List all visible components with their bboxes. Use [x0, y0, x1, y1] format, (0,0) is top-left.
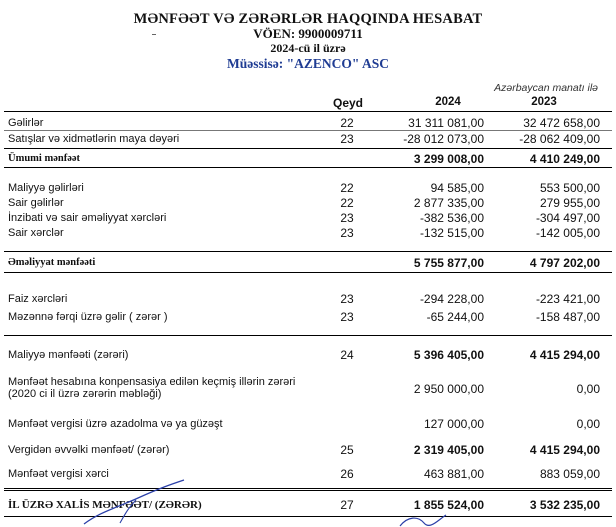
row-note: 23 [340, 292, 354, 306]
row-note: 22 [340, 181, 354, 195]
row-note: 22 [340, 116, 354, 130]
row-note: 23 [340, 226, 354, 240]
row-value-2024: -132 515,00 [419, 226, 484, 240]
row-divider [4, 272, 612, 273]
signature-mark-left [80, 478, 190, 527]
row-value-2024: 31 311 081,00 [408, 116, 484, 130]
row-value-2024: 2 319 405,00 [413, 443, 484, 457]
report-period: 2024-cü il üzrə [270, 41, 346, 55]
row-divider [4, 130, 612, 131]
row-label: Sair gəlirlər [8, 197, 64, 209]
row-label: Mənfəət hesabına konpensasiya edilən keçmiş illərin zərəri (2020 ci il üzrə zərərin məbləği) [8, 376, 296, 400]
column-header-note: Qeyd [332, 96, 363, 110]
row-value-2023: 4 410 249,00 [529, 152, 600, 166]
row-value-2023: 4 415 294,00 [529, 443, 600, 457]
row-value-2024: 5 755 877,00 [413, 256, 484, 270]
row-value-2023: 0,00 [576, 382, 600, 396]
row-label: Ümumi mənfəət [8, 153, 81, 164]
row-label: Maliyyə mənfəəti (zərəri) [8, 349, 129, 361]
row-value-2023: 4 797 202,00 [529, 256, 600, 270]
row-label: İnzibati və sair əməliyyat xərcləri [8, 212, 167, 224]
row-value-2024: 1 855 524,00 [413, 498, 484, 512]
row-value-2023: -304 497,00 [535, 211, 600, 225]
row-note: 26 [340, 467, 354, 481]
row-divider [4, 335, 612, 336]
tax-id: VÖEN: 9900009711 [253, 26, 363, 41]
row-note: 24 [340, 348, 354, 362]
row-label: Əməliyyat mənfəəti [8, 257, 96, 268]
row-value-2023: 3 532 235,00 [529, 498, 600, 512]
entity-name: Müəssisə: "AZENCO" ASC [227, 56, 389, 71]
column-header-2023: 2023 [531, 96, 557, 108]
row-note: 25 [340, 443, 354, 457]
row-note: 23 [340, 211, 354, 225]
row-value-2024: 3 299 008,00 [413, 152, 484, 166]
row-divider [4, 148, 612, 149]
row-value-2023: -28 062 409,00 [519, 132, 600, 146]
row-label: Mənfəət vergisi xərci [8, 468, 109, 480]
row-divider [4, 251, 612, 252]
row-value-2024: -294 228,00 [419, 292, 484, 306]
row-label: Mənfəət vergisi üzrə azadolma və ya güzəşt [8, 418, 223, 430]
row-value-2024: 463 881,00 [423, 467, 484, 481]
row-value-2023: -158 487,00 [535, 310, 600, 324]
row-label: İL ÜZRƏ XALİS MƏNFƏƏT/ (ZƏRƏR) [8, 499, 202, 511]
row-value-2024: 127 000,00 [423, 417, 484, 431]
report-title: MƏNFƏƏT VƏ ZƏRƏRLƏR HAQQINDA HESABAT [133, 11, 483, 27]
row-value-2023: 883 059,00 [539, 467, 600, 481]
row-label: Faiz xərcləri [8, 293, 68, 305]
row-label: Gəlirlər [8, 117, 44, 129]
signature-mark-right [398, 514, 448, 527]
row-value-2023: 553 500,00 [539, 181, 600, 195]
row-value-2024: -28 012 073,00 [403, 132, 484, 146]
row-note: 23 [340, 132, 354, 146]
column-header-2024: 2024 [435, 96, 461, 108]
row-note: 22 [340, 196, 354, 210]
row-value-2024: 2 877 335,00 [413, 196, 484, 210]
row-value-2023: 32 472 658,00 [523, 116, 600, 130]
currency-note: Azərbaycan manatı ilə [494, 82, 598, 94]
row-value-2024: 2 950 000,00 [413, 382, 484, 396]
row-value-2023: 0,00 [576, 417, 600, 431]
row-label: Satışlar və xidmətlərin maya dəyəri [8, 133, 180, 145]
row-value-2024: -65 244,00 [426, 310, 484, 324]
row-value-2023: -223 421,00 [535, 292, 600, 306]
row-note: 27 [340, 498, 354, 512]
row-note: 23 [340, 310, 354, 324]
row-value-2023: 4 415 294,00 [529, 348, 600, 362]
row-label: Sair xərclər [8, 227, 64, 239]
row-label: Maliyyə gəlirləri [8, 182, 84, 194]
row-value-2024: 5 396 405,00 [413, 348, 484, 362]
row-value-2024: 94 585,00 [430, 181, 484, 195]
row-value-2023: -142 005,00 [535, 226, 600, 240]
header-rule [4, 111, 612, 112]
row-value-2023: 279 955,00 [539, 196, 600, 210]
row-value-2024: -382 536,00 [419, 211, 484, 225]
row-label: Məzənnə fərqi üzrə gəlir ( zərər ) [8, 311, 168, 323]
row-divider [4, 167, 612, 168]
row-label: Vergidən əvvəlki mənfəət/ (zərər) [8, 444, 170, 456]
